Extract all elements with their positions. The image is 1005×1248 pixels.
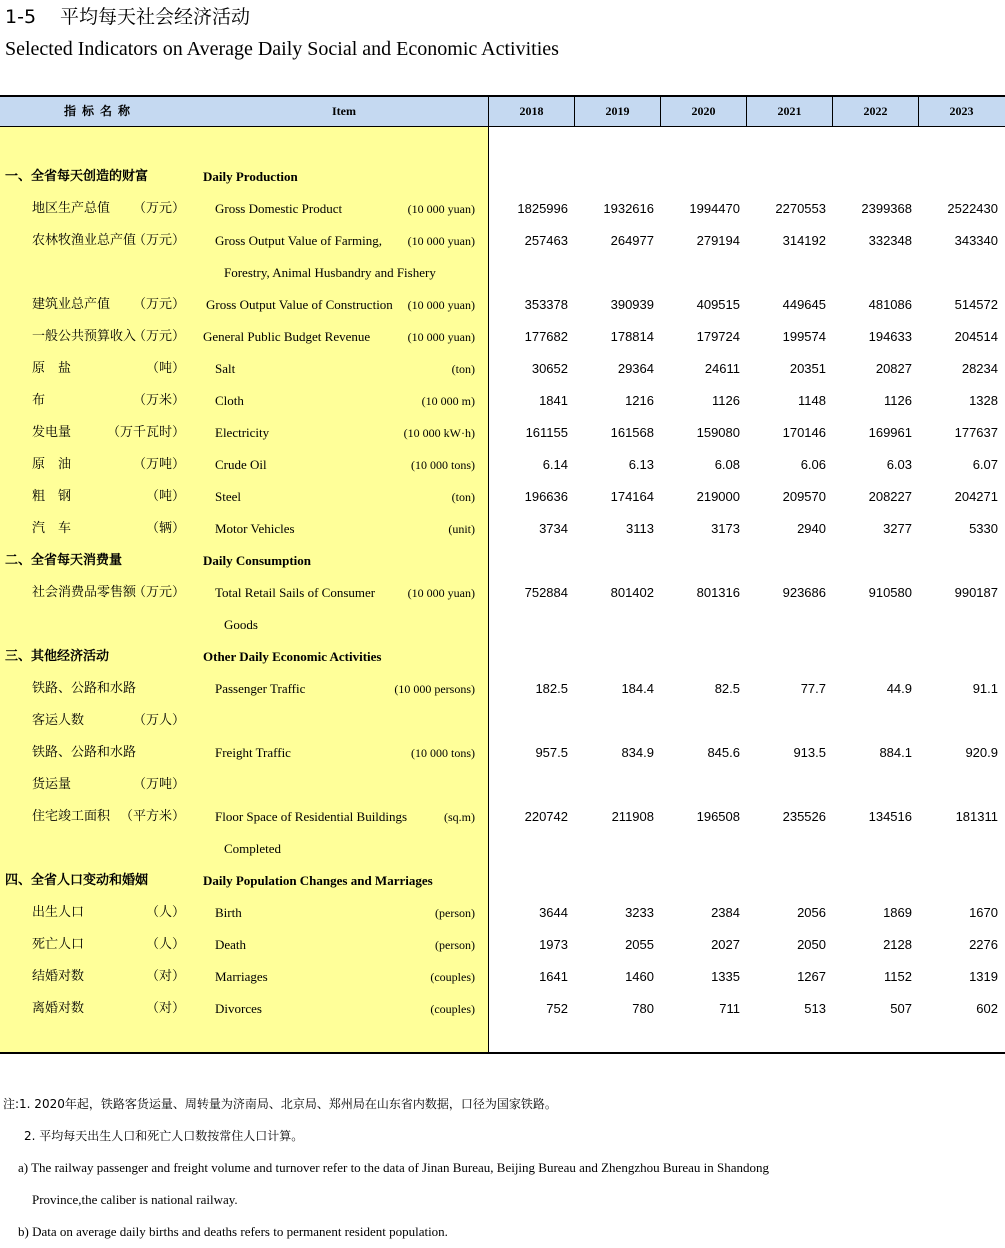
header-item-cn: 指标名称	[63, 104, 136, 118]
indicator-name-en: Gross Domestic Product	[215, 201, 343, 216]
indicator-unit-en: (10 000 yuan)	[407, 330, 475, 344]
value-cell: 20351	[789, 361, 826, 376]
value-cell: 481086	[868, 297, 912, 312]
table-row	[0, 481, 1005, 513]
table-row	[0, 897, 1005, 929]
indicator-unit-cn: （万元）	[132, 329, 185, 344]
indicator-name-cn: 结婚对数	[32, 969, 85, 984]
table-row	[0, 673, 1005, 705]
indicator-name-en: Salt	[215, 361, 236, 376]
value-cell: 208227	[868, 489, 912, 504]
indicator-name-en: Crude Oil	[215, 457, 267, 472]
table-row	[0, 417, 1005, 449]
value-cell: 194633	[868, 329, 912, 344]
indicator-name-cn: 汽 车	[32, 521, 72, 536]
value-cell: 279194	[696, 233, 740, 248]
value-cell: 752884	[524, 585, 568, 600]
indicator-name-en: Passenger Traffic	[215, 681, 306, 696]
value-cell: 2276	[969, 937, 998, 952]
value-cell: 353378	[524, 297, 568, 312]
indicator-name-cn: 地区生产总值	[32, 201, 111, 216]
data-table	[0, 95, 1005, 1054]
value-cell: 834.9	[621, 745, 654, 760]
value-cell: 602	[976, 1001, 998, 1016]
header-year: 2023	[918, 97, 1004, 126]
value-cell: 182.5	[535, 681, 568, 696]
section-title-en: Daily Production	[203, 169, 298, 184]
value-cell: 1319	[969, 969, 998, 984]
indicator-name-en: Cloth	[215, 393, 244, 408]
value-cell: 2050	[797, 937, 826, 952]
value-cell: 30652	[531, 361, 568, 376]
indicator-name-en: Total Retail Sails of Consumer	[215, 585, 376, 600]
indicator-unit-en: (10 000 kW·h)	[403, 426, 475, 440]
value-cell: 235526	[782, 809, 826, 824]
indicator-unit-en: (10 000 yuan)	[407, 586, 475, 600]
value-cell: 711	[719, 1001, 740, 1016]
value-cell: 28234	[961, 361, 998, 376]
indicator-name-en: Marriages	[215, 969, 268, 984]
value-cell: 1148	[798, 393, 826, 408]
page-title-cn	[5, 4, 250, 30]
indicator-name-cn: 出生人口	[32, 905, 85, 920]
value-cell: 170146	[782, 425, 826, 440]
value-cell: 1670	[969, 905, 998, 920]
indicator-name-cn: 布	[32, 393, 46, 408]
value-cell: 20827	[875, 361, 912, 376]
indicator-name-cn: 死亡人口	[32, 937, 85, 952]
section-row	[0, 545, 1005, 577]
table-row	[0, 257, 1005, 289]
indicator-unit-cn: （万元）	[132, 297, 185, 312]
value-cell: 174164	[610, 489, 654, 504]
value-cell: 196636	[524, 489, 568, 504]
table-row	[0, 321, 1005, 353]
indicator-unit-cn: （万吨）	[132, 457, 185, 472]
table-row	[0, 609, 1005, 641]
value-cell: 343340	[954, 233, 998, 248]
value-cell: 91.1	[972, 681, 998, 696]
indicator-name-cn: 社会消费品零售额	[32, 585, 137, 600]
header-year: 2019	[574, 97, 660, 126]
indicator-unit-cn: （吨）	[145, 361, 185, 376]
section-title-cn: 四、全省人口变动和婚姻	[5, 873, 149, 888]
section-title-en: Daily Consumption	[203, 553, 311, 568]
indicator-name-cn: 铁路、公路和水路	[32, 681, 137, 696]
value-cell: 913.5	[793, 745, 826, 760]
value-cell: 1994470	[689, 201, 740, 216]
indicator-unit-en: (person)	[435, 906, 475, 920]
table-row	[0, 929, 1005, 961]
indicator-unit-cn: （万元）	[132, 585, 185, 600]
indicator-name-en: Gross Output Value of Farming,	[215, 233, 382, 248]
section-row	[0, 161, 1005, 193]
indicator-name-en: Completed	[224, 841, 282, 856]
indicator-unit-cn: （吨）	[145, 489, 185, 504]
value-cell: 29364	[617, 361, 654, 376]
value-cell: 199574	[782, 329, 826, 344]
value-cell: 204514	[954, 329, 998, 344]
table-row	[0, 289, 1005, 321]
header-year: 2021	[746, 97, 832, 126]
value-cell: 314192	[782, 233, 826, 248]
value-cell: 752	[546, 1001, 568, 1016]
value-cell: 1825996	[517, 201, 568, 216]
table-header	[0, 97, 1005, 127]
value-cell: 3233	[625, 905, 654, 920]
value-cell: 3277	[883, 521, 912, 536]
value-cell: 845.6	[707, 745, 740, 760]
value-cell: 24611	[704, 361, 740, 376]
indicator-unit-en: (10 000 yuan)	[407, 202, 475, 216]
value-cell: 1973	[539, 937, 568, 952]
table-row	[0, 705, 1005, 737]
value-cell: 449645	[782, 297, 826, 312]
value-cell: 514572	[954, 297, 998, 312]
section-title-en: Other Daily Economic Activities	[203, 649, 382, 664]
indicator-unit-en: (10 000 tons)	[411, 458, 475, 472]
table-row	[0, 577, 1005, 609]
value-cell: 332348	[868, 233, 912, 248]
value-cell: 6.06	[800, 457, 826, 472]
indicator-name-cn: 货运量	[32, 777, 72, 792]
indicator-unit-en: (10 000 tons)	[411, 746, 475, 760]
value-cell: 3644	[539, 905, 568, 920]
indicator-name-cn: 原 油	[32, 457, 72, 472]
note-line: Province,the caliber is national railway.	[32, 1192, 238, 1207]
value-cell: 6.03	[886, 457, 912, 472]
value-cell: 196508	[696, 809, 740, 824]
indicator-unit-cn: （对）	[145, 969, 185, 984]
indicator-unit-cn: （万米）	[132, 393, 185, 408]
indicator-name-en: Steel	[215, 489, 241, 504]
value-cell: 2522430	[947, 201, 998, 216]
value-cell: 957.5	[535, 745, 568, 760]
value-cell: 3734	[539, 521, 568, 536]
value-cell: 211908	[611, 809, 654, 824]
value-cell: 1216	[625, 393, 654, 408]
value-cell: 5330	[969, 521, 998, 536]
indicator-name-cn: 铁路、公路和水路	[32, 745, 137, 760]
indicator-unit-cn: （万元）	[132, 201, 185, 216]
value-cell: 6.14	[542, 457, 568, 472]
header-year: 2022	[832, 97, 918, 126]
indicator-name-cn: 原 盐	[32, 361, 72, 376]
value-cell: 181311	[955, 809, 998, 824]
value-cell: 257463	[524, 233, 568, 248]
section-title-cn: 二、全省每天消费量	[5, 553, 123, 568]
page-title-en: Selected Indicators on Average Daily Social and Economic Activities	[5, 38, 559, 60]
value-cell: 1328	[969, 393, 998, 408]
value-cell: 209570	[782, 489, 826, 504]
value-cell: 184.4	[621, 681, 654, 696]
table-number: 1-5	[5, 6, 37, 28]
value-cell: 1267	[797, 969, 826, 984]
section-title-cn: 三、其他经济活动	[5, 649, 110, 664]
value-cell: 77.7	[800, 681, 826, 696]
indicator-name-en: Freight Traffic	[215, 745, 291, 760]
section-row	[0, 865, 1005, 897]
value-cell: 1869	[883, 905, 912, 920]
value-cell: 990187	[954, 585, 998, 600]
value-cell: 3173	[711, 521, 740, 536]
indicator-name-cn: 粗 钢	[32, 489, 72, 504]
value-cell: 134516	[868, 809, 912, 824]
value-cell: 1932616	[603, 201, 654, 216]
value-cell: 177682	[524, 329, 568, 344]
value-cell: 6.13	[628, 457, 654, 472]
indicator-unit-cn: （万吨）	[132, 777, 185, 792]
table-row	[0, 385, 1005, 417]
value-cell: 2056	[797, 905, 826, 920]
section-title-cn: 一、全省每天创造的财富	[5, 169, 149, 184]
indicator-name-cn: 住宅竣工面积	[32, 809, 111, 824]
indicator-unit-cn: （对）	[145, 1001, 185, 1016]
value-cell: 2940	[797, 521, 826, 536]
value-cell: 159080	[696, 425, 740, 440]
note-line: 注:1. 2020年起，铁路客货运量、周转量为济南局、北京局、郑州局在山东省内数据，口径为国家铁路。	[3, 1097, 557, 1111]
value-cell: 82.5	[714, 681, 740, 696]
section-title-en: Daily Population Changes and Marriages	[203, 873, 433, 888]
indicator-name-en: Gross Output Value of Construction	[206, 297, 393, 312]
value-cell: 920.9	[965, 745, 998, 760]
value-cell: 1641	[539, 969, 568, 984]
section-row	[0, 641, 1005, 673]
table-row	[0, 993, 1005, 1025]
indicator-name-en: Goods	[224, 617, 258, 632]
indicator-unit-cn: （万人）	[132, 713, 185, 728]
indicator-unit-en: (couples)	[430, 970, 475, 984]
indicator-unit-en: (10 000 m)	[421, 394, 475, 408]
indicator-name-en: Electricity	[215, 425, 270, 440]
table-row	[0, 193, 1005, 225]
indicator-name-en: Divorces	[215, 1001, 262, 1016]
value-cell: 169961	[868, 425, 912, 440]
table-row	[0, 737, 1005, 769]
value-cell: 910580	[868, 585, 912, 600]
indicator-unit-en: (unit)	[448, 522, 475, 536]
indicator-unit-en: (person)	[435, 938, 475, 952]
value-cell: 219000	[696, 489, 740, 504]
indicator-name-en: Birth	[215, 905, 242, 920]
value-cell: 179724	[696, 329, 740, 344]
indicator-name-en: Death	[215, 937, 247, 952]
value-cell: 923686	[782, 585, 826, 600]
indicator-unit-cn: （平方米）	[119, 809, 185, 824]
value-cell: 884.1	[879, 745, 912, 760]
value-cell: 507	[890, 1001, 912, 1016]
value-cell: 2384	[711, 905, 740, 920]
table-row	[0, 449, 1005, 481]
table-row	[0, 513, 1005, 545]
indicator-name-en: Floor Space of Residential Buildings	[215, 809, 408, 824]
indicator-unit-cn: （辆）	[145, 521, 185, 536]
value-cell: 390939	[610, 297, 654, 312]
value-cell: 161155	[525, 425, 568, 440]
header-item-en: Item	[332, 104, 356, 118]
indicator-name-en: Forestry, Animal Husbandry and Fishery	[224, 265, 436, 280]
note-line: 2. 平均每天出生人口和死亡人口数按常住人口计算。	[24, 1129, 304, 1143]
indicator-name-cn: 发电量	[32, 425, 72, 440]
table-row	[0, 833, 1005, 865]
indicator-name-cn: 离婚对数	[32, 1001, 85, 1016]
value-cell: 2128	[883, 937, 912, 952]
value-cell: 1335	[711, 969, 740, 984]
table-row	[0, 801, 1005, 833]
table-row	[0, 961, 1005, 993]
header-year: 2020	[660, 97, 746, 126]
table-body	[0, 161, 1005, 1025]
value-cell: 177637	[954, 425, 998, 440]
value-cell: 204271	[954, 489, 998, 504]
indicator-unit-en: (ton)	[451, 362, 475, 376]
value-cell: 44.9	[886, 681, 912, 696]
indicator-unit-cn: （人）	[145, 937, 185, 952]
value-cell: 801316	[696, 585, 740, 600]
table-row	[0, 353, 1005, 385]
value-cell: 178814	[610, 329, 654, 344]
value-cell: 513	[804, 1001, 826, 1016]
value-cell: 161568	[610, 425, 654, 440]
value-cell: 3113	[626, 521, 654, 536]
table-row	[0, 225, 1005, 257]
indicator-unit-cn: （万元）	[132, 233, 185, 248]
note-line: b) Data on average daily births and deaths refers to permanent resident population.	[18, 1224, 448, 1239]
indicator-unit-en: (10 000 persons)	[394, 682, 475, 696]
indicator-unit-en: (ton)	[451, 490, 475, 504]
value-cell: 409515	[696, 297, 740, 312]
value-cell: 264977	[610, 233, 654, 248]
value-cell: 6.08	[714, 457, 740, 472]
value-cell: 1152	[884, 969, 912, 984]
indicator-name-cn: 一般公共预算收入	[32, 329, 137, 344]
indicator-unit-en: (10 000 yuan)	[407, 298, 475, 312]
table-row	[0, 769, 1005, 801]
indicator-name-en: Motor Vehicles	[215, 521, 295, 536]
value-cell: 2399368	[861, 201, 912, 216]
indicator-name-en: General Public Budget Revenue	[203, 329, 371, 344]
indicator-unit-cn: （人）	[145, 905, 185, 920]
value-cell: 2270553	[775, 201, 826, 216]
value-cell: 1126	[712, 393, 740, 408]
value-cell: 801402	[610, 585, 654, 600]
title-cn-text: 平均每天社会经济活动	[60, 6, 251, 28]
value-cell: 6.07	[972, 457, 998, 472]
note-line: a) The railway passenger and freight volume and turnover refer to the data of Jinan Bureau, Beijing Bureau and Zhengzhou Bureau in Shandong	[18, 1160, 769, 1175]
indicator-unit-en: (10 000 yuan)	[407, 234, 475, 248]
value-cell: 220742	[524, 809, 568, 824]
indicator-unit-cn: （万千瓦时）	[106, 425, 185, 440]
indicator-unit-en: (sq.m)	[444, 810, 475, 824]
value-cell: 1126	[884, 393, 912, 408]
indicator-name-cn: 农林牧渔业总产值	[32, 233, 137, 248]
header-year: 2018	[488, 97, 574, 126]
value-cell: 780	[632, 1001, 654, 1016]
value-cell: 1460	[625, 969, 654, 984]
value-cell: 2055	[625, 937, 654, 952]
value-cell: 1841	[539, 393, 568, 408]
value-cell: 2027	[711, 937, 740, 952]
indicator-name-cn: 客运人数	[32, 713, 85, 728]
indicator-unit-en: (couples)	[430, 1002, 475, 1016]
notes	[0, 1088, 1005, 1248]
indicator-name-cn: 建筑业总产值	[32, 297, 111, 312]
